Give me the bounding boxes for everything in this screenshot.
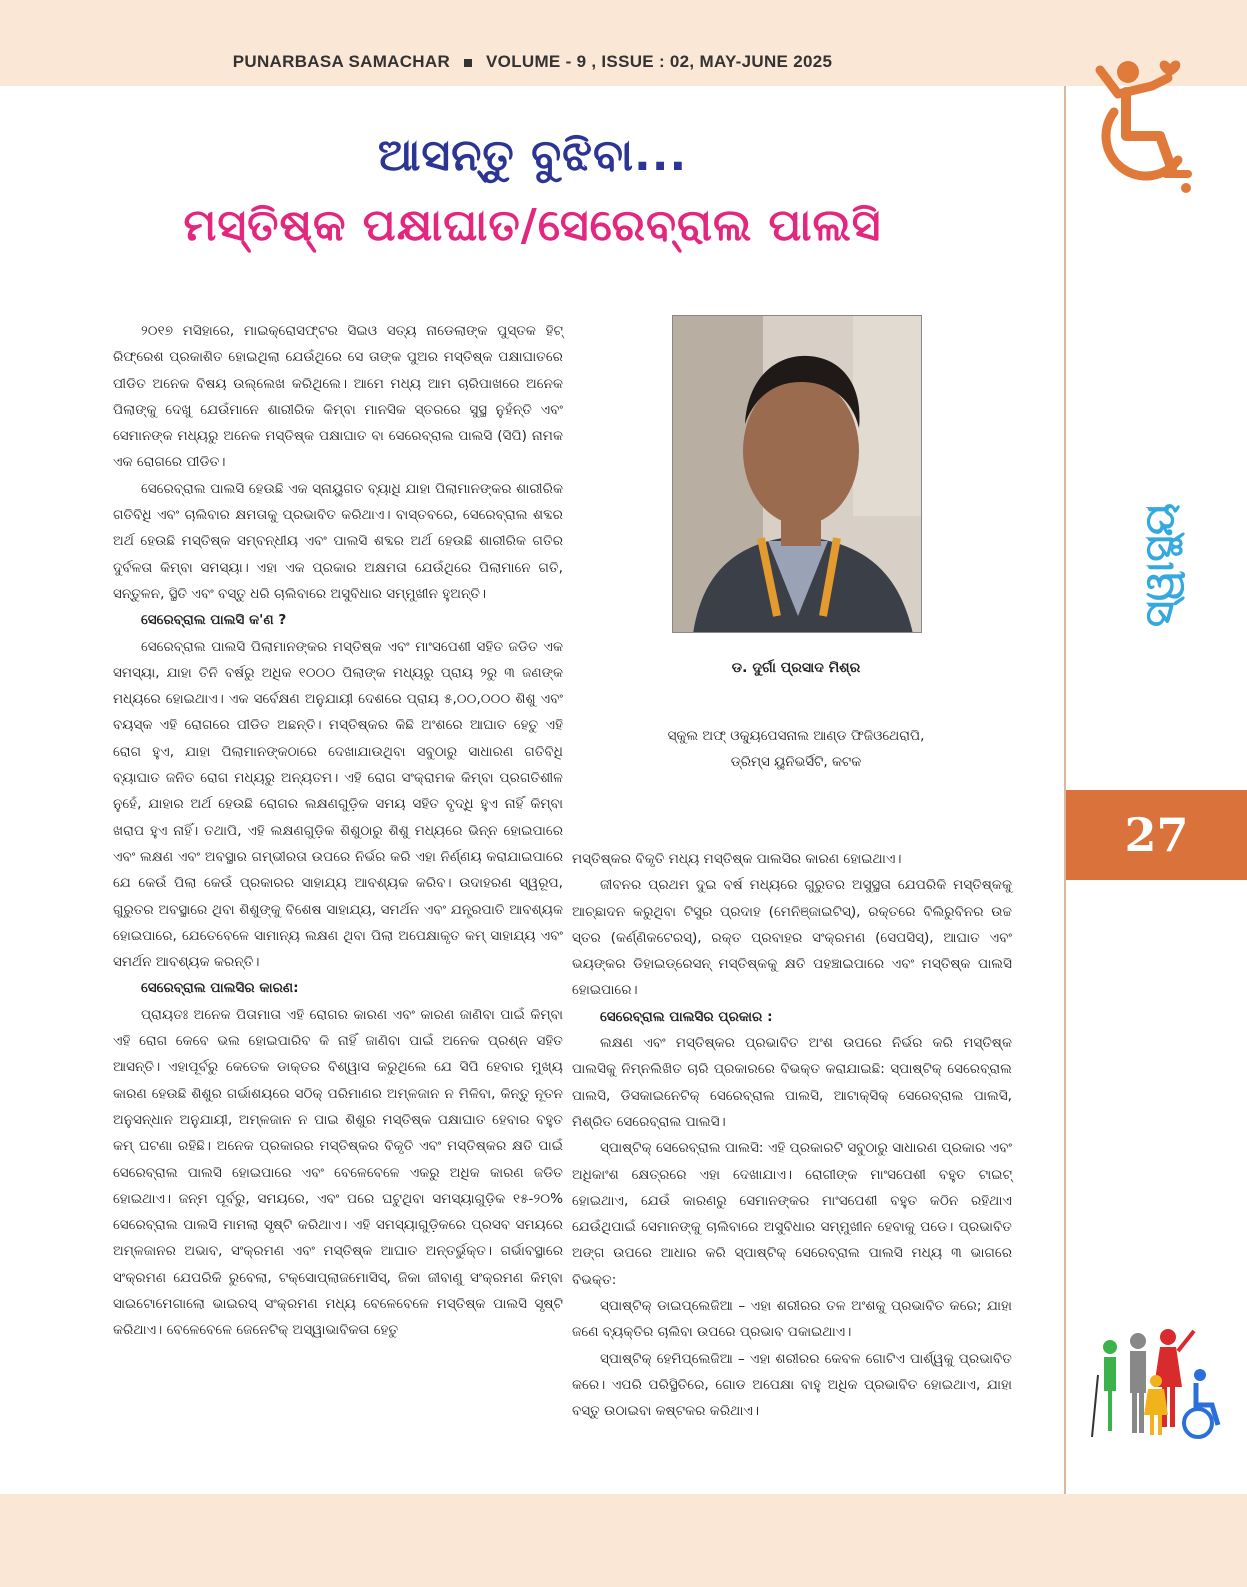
paragraph: ସେରେବ୍ରାଲ ପାଲସି ହେଉଛି ଏକ ସ୍ନାୟୁଗତ ବ୍ୟାଧି ଯାହା ପିଲାମାନଙ୍କର ଶାରୀରିକ ଗତିବିଧି ଏବଂ ଚାଲିବାର କ୍ଷମତାକୁ ପ୍ରଭାବିତ କରିଥାଏ। ବାସ୍ତବରେ, ସେରେବ୍ରାଲ ଶବ୍ଦର ଅର୍ଥ ହେଉଛି ମସ୍ତିଷ୍କ ସମ୍ବନ୍ଧୀୟ ଏବଂ ପାଲସି ଶବ୍ଦର ଅର୍ଥ ହେଉଛି ଶାରୀରିକ ଗତିର ଦୁର୍ବଳତା କିମ୍ବା ସମସ୍ୟା। ଏହା ଏକ ପ୍ରକାର ଅକ୍ଷମତା ଯେଉଁଥିରେ ପିଲାମାନେ ଗତି, ସନ୍ତୁଳନ, ସ୍ଥିତି ଏବଂ ବସ୍ତୁ ଧରି ଚାଲିବାରେ ଅସୁବିଧାର ସମ୍ମୁଖୀନ ହୁଅନ୍ତି। xyxy=(113,480,563,602)
paragraph: ଲକ୍ଷଣ ଏବଂ ମସ୍ତିଷ୍କର ପ୍ରଭାବିତ ଅଂଶ ଉପରେ ନିର୍ଭର କରି ମସ୍ତିଷ୍କ ପାଲସିକୁ ନିମ୍ନଲିଖିତ ଚାରି ପ୍ରକାରରେ ବିଭକ୍ତ କରାଯାଇଛି: ସ୍ପାଷ୍ଟିକ୍ ସେରେବ୍ରାଲ ପାଲସି, ଡିସକାଇନେଟିକ୍ ସେରେବ୍ରାଲ ପାଲସି, ଆଟାକ୍ସିକ୍ ସେରେବ୍ରାଲ ପାଲସି, ମିଶ୍ରିତ ସେରେବ୍ରାଲ ପାଲସି। xyxy=(572,1035,1012,1130)
page-number-box xyxy=(1066,790,1247,880)
author-affiliation-line2: ଡ୍ରିମ୍ସ ୟୁନିଭର୍ସିଟି, କଟକ xyxy=(730,754,862,770)
bullet-separator xyxy=(464,59,472,67)
section-heading: ସେରେବ୍ରାଲ ପାଲସିର କାରଣ: xyxy=(141,980,299,997)
portrait-illustration xyxy=(673,316,922,633)
footer-band xyxy=(0,1494,1247,1587)
page-number: 27 xyxy=(1124,808,1189,862)
paragraph: ସେରେବ୍ରାଲ ପାଲସି ପିଲାମାନଙ୍କର ମସ୍ତିଷ୍କ ଏବଂ ମାଂସପେଶୀ ସହିତ ଜଡିତ ଏକ ସମସ୍ୟା, ଯାହା ତିନି ବର୍ଷରୁ ଅଧିକ ୧୦୦୦ ପିଲାଙ୍କ ମଧ୍ୟରୁ ପ୍ରାୟ ୨ରୁ ୩ ଜଣଙ୍କ ମଧ୍ୟରେ ହୋଇଥାଏ। ଏକ ସର୍ବେକ୍ଷଣ ଅନୁଯାୟୀ ଦେଶରେ ପ୍ରାୟ ୫,୦୦,୦୦୦ ଶିଶୁ ଏବଂ ବୟସ୍କ ଏହି ରୋଗରେ ପୀଡିତ ଅଛନ୍ତି। ମସ୍ତିଷ୍କର କିଛି ଅଂଶରେ ଆଘାତ ହେତୁ ଏହି ରୋଗ ହୁଏ, ଯାହା ପିଲାମାନଙ୍କଠାରେ ଦେଖାଯାଉଥିବା ସବୁଠାରୁ ସାଧାରଣ ଗତିବିଧି ବ୍ୟାଘାତ ଜନିତ ରୋଗ ମଧ୍ୟରୁ ଅନ୍ୟତମ। ଏହି ରୋଗ ସଂକ୍ରାମକ କିମ୍ବା ପ୍ରଗତିଶୀଳ ନୁହେଁ, ଯାହାର ଅର୍ଥ ହେଉଛି ରୋଗର ଲକ୍ଷଣଗୁଡ଼ିକ ସମୟ ସହିତ ବୃଦ୍ଧି ହୁଏ ନାହିଁ କିମ୍ବା ଖରାପ ହୁଏ ନାହିଁ। ତଥାପି, ଏହି ଲକ୍ଷଣଗୁଡ଼ିକ ଶିଶୁଠାରୁ ଶିଶୁ ମଧ୍ୟରେ ଭିନ୍ନ ହୋଇପାରେ ଏବଂ ଲକ୍ଷଣ ଏବଂ ଅବସ୍ଥାର ଗମ୍ଭୀରତା ଉପରେ ନିର୍ଭର କରି ଏହା ନିର୍ଣ୍ଣୟ କରାଯାଇପାରେ ଯେ କେଉଁ ପିଲା କେଉଁ ପ୍ରକାରର ସାହାଯ୍ୟ ଆବଶ୍ୟକ କରିବ। ଉଦାହରଣ ସ୍ୱରୂପ, ଗୁରୁତର ଅବସ୍ଥାରେ ଥିବା ଶିଶୁଙ୍କୁ ବିଶେଷ ସାହାଯ୍ୟ, ସମର୍ଥନ ଏବଂ ଯନ୍ତ୍ରପାତି ଆବଶ୍ୟକ ହୋଇପାରେ, ଯେତେବେଳେ ସାମାନ୍ୟ ଲକ୍ଷଣ ଥିବା ପିଲା ଅପେକ୍ଷାକୃତ କମ୍ ସାହାଯ୍ୟ ଏବଂ ସମର୍ଥନ ଆବଶ୍ୟକ କରନ୍ତି। xyxy=(113,638,564,971)
publication-name: PUNARBASA SAMACHAR xyxy=(232,52,451,71)
paragraph: ସ୍ପାଷ୍ଟିକ୍ ସେରେବ୍ରାଲ ପାଲସି: ଏହି ପ୍ରକାରଟି ସବୁଠାରୁ ସାଧାରଣ ପ୍ରକାର ଏବଂ ଅଧିକାଂଶ କ୍ଷେତ୍ରରେ ଏହା ଦେଖାଯାଏ। ରୋଗୀଙ୍କ ମାଂସପେଶୀ ବହୁତ ଟାଇଟ୍ ହୋଇଥାଏ, ଯେଉଁ କାରଣରୁ ସେମାନଙ୍କର ମାଂସପେଶୀ ବହୁତ କଠିନ ରହିଥାଏ ଯେଉଁଥିପାଇଁ ସେମାନଙ୍କୁ ଚାଲିବାରେ ଅସୁବିଧାର ସମ୍ମୁଖୀନ ହେବାକୁ ପଡେ। ପ୍ରଭାବିତ ଅଙ୍ଗ ଉପରେ ଆଧାର କରି ସ୍ପାଷ୍ଟିକ୍ ସେରେବ୍ରାଲ ପାଲସି ମଧ୍ୟ ୩ ଭାଗରେ ବିଭକ୍ତ: xyxy=(572,1140,1012,1288)
author-affiliation-line1: ସ୍କୁଲ ଅଫ୍ ଓକ୍ୟୁପେସନାଲ ଆଣ୍ଡ ଫିଜିଓଥେରାପି, xyxy=(667,728,925,744)
paragraph: ସ୍ପାଷ୍ଟିକ୍ ଡାଇପ୍ଲେଜିଆ – ଏହା ଶରୀରର ତଳ ଅଂଶକୁ ପ୍ରଭାବିତ କରେ; ଯାହା ଜଣେ ବ୍ୟକ୍ତିର ଚାଲିବା ଉପରେ ପ୍ରଭାବ ପକାଇଥାଏ। xyxy=(572,1298,1012,1341)
author-name: ଡ. ଦୁର୍ଗା ପ୍ରସାଦ ମିଶ୍ର xyxy=(731,660,861,676)
paragraph: ପ୍ରାୟତଃ ଅନେକ ପିତାମାତା ଏହି ରୋଗର କାରଣ ଏବଂ କାରଣ ଜାଣିବା ପାଇଁ କିମ୍ବା ଏହି ରୋଗ କେବେ ଭଲ ହୋଇପାରିବ କି ନାହିଁ ଜାଣିବା ପାଇଁ ଅନେକ ପ୍ରଶ୍ନ ସହିତ ଆସନ୍ତି। ଏହାପୂର୍ବରୁ କେତେକ ଡାକ୍ତର ବିଶ୍ୱାସ କରୁଥିଲେ ଯେ ସିପି ହେବାର ମୁଖ୍ୟ କାରଣ ହେଉଛି ଶିଶୁର ଗର୍ଭାଶୟରେ ସଠିକ୍ ପରିମାଣର ଅମ୍ଳଜାନ ନ ମିଳିବା, କିନ୍ତୁ ନୂତନ ଅନୁସନ୍ଧାନ ଅନୁଯାୟୀ, ଅମ୍ଳଜାନ ନ ପାଇ ଶିଶୁର ମସ୍ତିଷ୍କ ପକ୍ଷାଘାତ ହେବାର ବହୁତ କମ୍ ଘଟଣା ରହିଛି। ଅନେକ ପ୍ରକାରର ମସ୍ତିଷ୍କର ବିକୃତି ଏବଂ ମସ୍ତିଷ୍କର କ୍ଷତି ପାଇଁ ସେରେବ୍ରାଲ ପାଲସି ହୋଇପାରେ ଏବଂ ବେଳେବେଳେ ଏକରୁ ଅଧିକ କାରଣ ଜଡିତ ହୋଇଥାଏ। ଜନ୍ମ ପୂର୍ବରୁ, ସମୟରେ, ଏବଂ ପରେ ଘଟୁଥିବା ସମସ୍ୟାଗୁଡ଼ିକ ୧୫-୨୦% ସେରେବ୍ରାଲ ପାଲସି ମାମଲା ସୃଷ୍ଟି କରିଥାଏ। ଏହି ସମସ୍ୟାଗୁଡ଼ିକରେ ପ୍ରସବ ସମୟରେ ଅମ୍ଳଜାନର ଅଭାବ, ସଂକ୍ରମଣ ଏବଂ ମସ୍ତିଷ୍କ ଆଘାତ ଅନ୍ତର୍ଭୁକ୍ତ। ଗର୍ଭାବସ୍ଥାରେ ସଂକ୍ରମଣ ଯେପରିକି ରୁବେଲା, ଟକ୍ସୋପ୍ଲାଜମୋସିସ୍, ଜିକା ଜୀବାଣୁ ସଂକ୍ରମଣ କିମ୍ବା ସାଇଟୋମେଗାଲୋ ଭାଇରସ୍ ସଂକ୍ରମଣ ମଧ୍ୟ ବେଳେବେଳେ ମସ୍ତିଷ୍କ ପାଲସି ସୃଷ୍ଟି କରିଥାଏ। ବେଳେବେଳେ ଜେନେଟିକ୍ ଅସ୍ୱାଭାବିକତା ହେତୁ xyxy=(113,1006,563,1339)
issue-info: VOLUME - 9 , ISSUE : 02, MAY-JUNE 2025 xyxy=(486,52,833,71)
section-label: ସ୍ୱାସ୍ଥ୍ୟ xyxy=(1137,503,1183,627)
left-column xyxy=(113,318,563,1344)
header-band xyxy=(0,0,1247,86)
disability-people-icon xyxy=(1090,1325,1230,1445)
paragraph: ମସ୍ତିଷ୍କର ବିକୃତି ମଧ୍ୟ ମସ୍ତିଷ୍କ ପାଲସିର କାରଣ ହୋଇଥାଏ। xyxy=(572,851,902,867)
paragraph: ଜୀବନର ପ୍ରଥମ ଦୁଇ ବର୍ଷ ମଧ୍ୟରେ ଗୁରୁତର ଅସୁସ୍ଥତା ଯେପରିକି ମସ୍ତିଷ୍କକୁ ଆଚ୍ଛାଦନ କରୁଥିବା ଟିସୁର ପ୍ରଦାହ (ମେନିଞ୍ଜାଇଟିସ୍), ରକ୍ତରେ ବିଲିରୁବିନର ଉଚ୍ଚ ସ୍ତର (କର୍ଣ୍ଣିକଟେରସ୍), ରକ୍ତ ପ୍ରବାହର ସଂକ୍ରମଣ (ସେପସିସ୍), ଆଘାତ ଏବଂ ଭୟଙ୍କର ଡିହାଇଡ୍ରେସନ୍ ମସ୍ତିଷ୍କକୁ କ୍ଷତି ପହଞ୍ଚାଇପାରେ ଏବଂ ମସ୍ତିଷ୍କ ପାଲସି ହୋଇପାରେ। xyxy=(572,877,1012,999)
section-heading: ସେରେବ୍ରାଲ ପାଲସିର ପ୍ରକାର : xyxy=(600,1008,773,1025)
article-title-line2: ମସ୍ତିଷ୍କ ପକ୍ଷାଘାତ/ସେରେବ୍ରାଲ ପାଲସି xyxy=(183,200,882,251)
paragraph: ୨୦୧୭ ମସିହାରେ, ମାଇକ୍ରୋସଫ୍ଟର ସିଇଓ ସତ୍ୟ ନାଡେଲାଙ୍କ ପୁସ୍ତକ ହିଟ୍ ରିଫ୍ରେଶ ପ୍ରକାଶିତ ହୋଇଥିଲା ଯେଉଁଥିରେ ସେ ତାଙ୍କ ପୁଅର ମସ୍ତିଷ୍କ ପକ୍ଷାଘାତରେ ପୀଡିତ ଅନେକ ବିଷୟ ଉଲ୍ଲେଖ କରିଥିଲେ। ଆମେ ମଧ୍ୟ ଆମ ଚାରିପାଖରେ ଅନେକ ପିଲାଙ୍କୁ ଦେଖୁ ଯେଉଁମାନେ ଶାରୀରିକ କିମ୍ବା ମାନସିକ ସ୍ତରରେ ସୁସ୍ଥ ନୁହଁନ୍ତି ଏବଂ ସେମାନଙ୍କ ମଧ୍ୟରୁ ଅନେକ ମସ୍ତିଷ୍କ ପକ୍ଷାଘାତ ବା ସେରେବ୍ରାଲ ପାଲସି (ସିପି) ନାମକ ଏକ ରୋଗରେ ପୀଡିତ। xyxy=(113,323,563,471)
section-label-vertical xyxy=(1100,440,1220,690)
wheelchair-logo-icon xyxy=(1078,42,1206,202)
article-title-line1: ଆସନ୍ତୁ ବୁଝିବା... xyxy=(377,130,688,181)
author-photo xyxy=(672,315,922,633)
section-heading: ସେରେବ୍ରାଲ ପାଲସି କ'ଣ ? xyxy=(141,612,287,629)
right-column xyxy=(572,846,1012,1425)
running-header xyxy=(0,52,1065,72)
paragraph: ସ୍ପାଷ୍ଟିକ୍ ହେମିପ୍ଲେଜିଆ – ଏହା ଶରୀରର କେବଳ ଗୋଟିଏ ପାର୍ଶ୍ୱକୁ ପ୍ରଭାବିତ କରେ। ଏପରି ପରିସ୍ଥିତିରେ, ଗୋଡ ଅପେକ୍ଷା ବାହୁ ଅଧିକ ପ୍ରଭାବିତ ହୋଇଥାଏ, ଯାହା ବସ୍ତୁ ଉଠାଇବା କଷ୍ଟକର କରିଥାଏ। xyxy=(572,1350,1012,1420)
